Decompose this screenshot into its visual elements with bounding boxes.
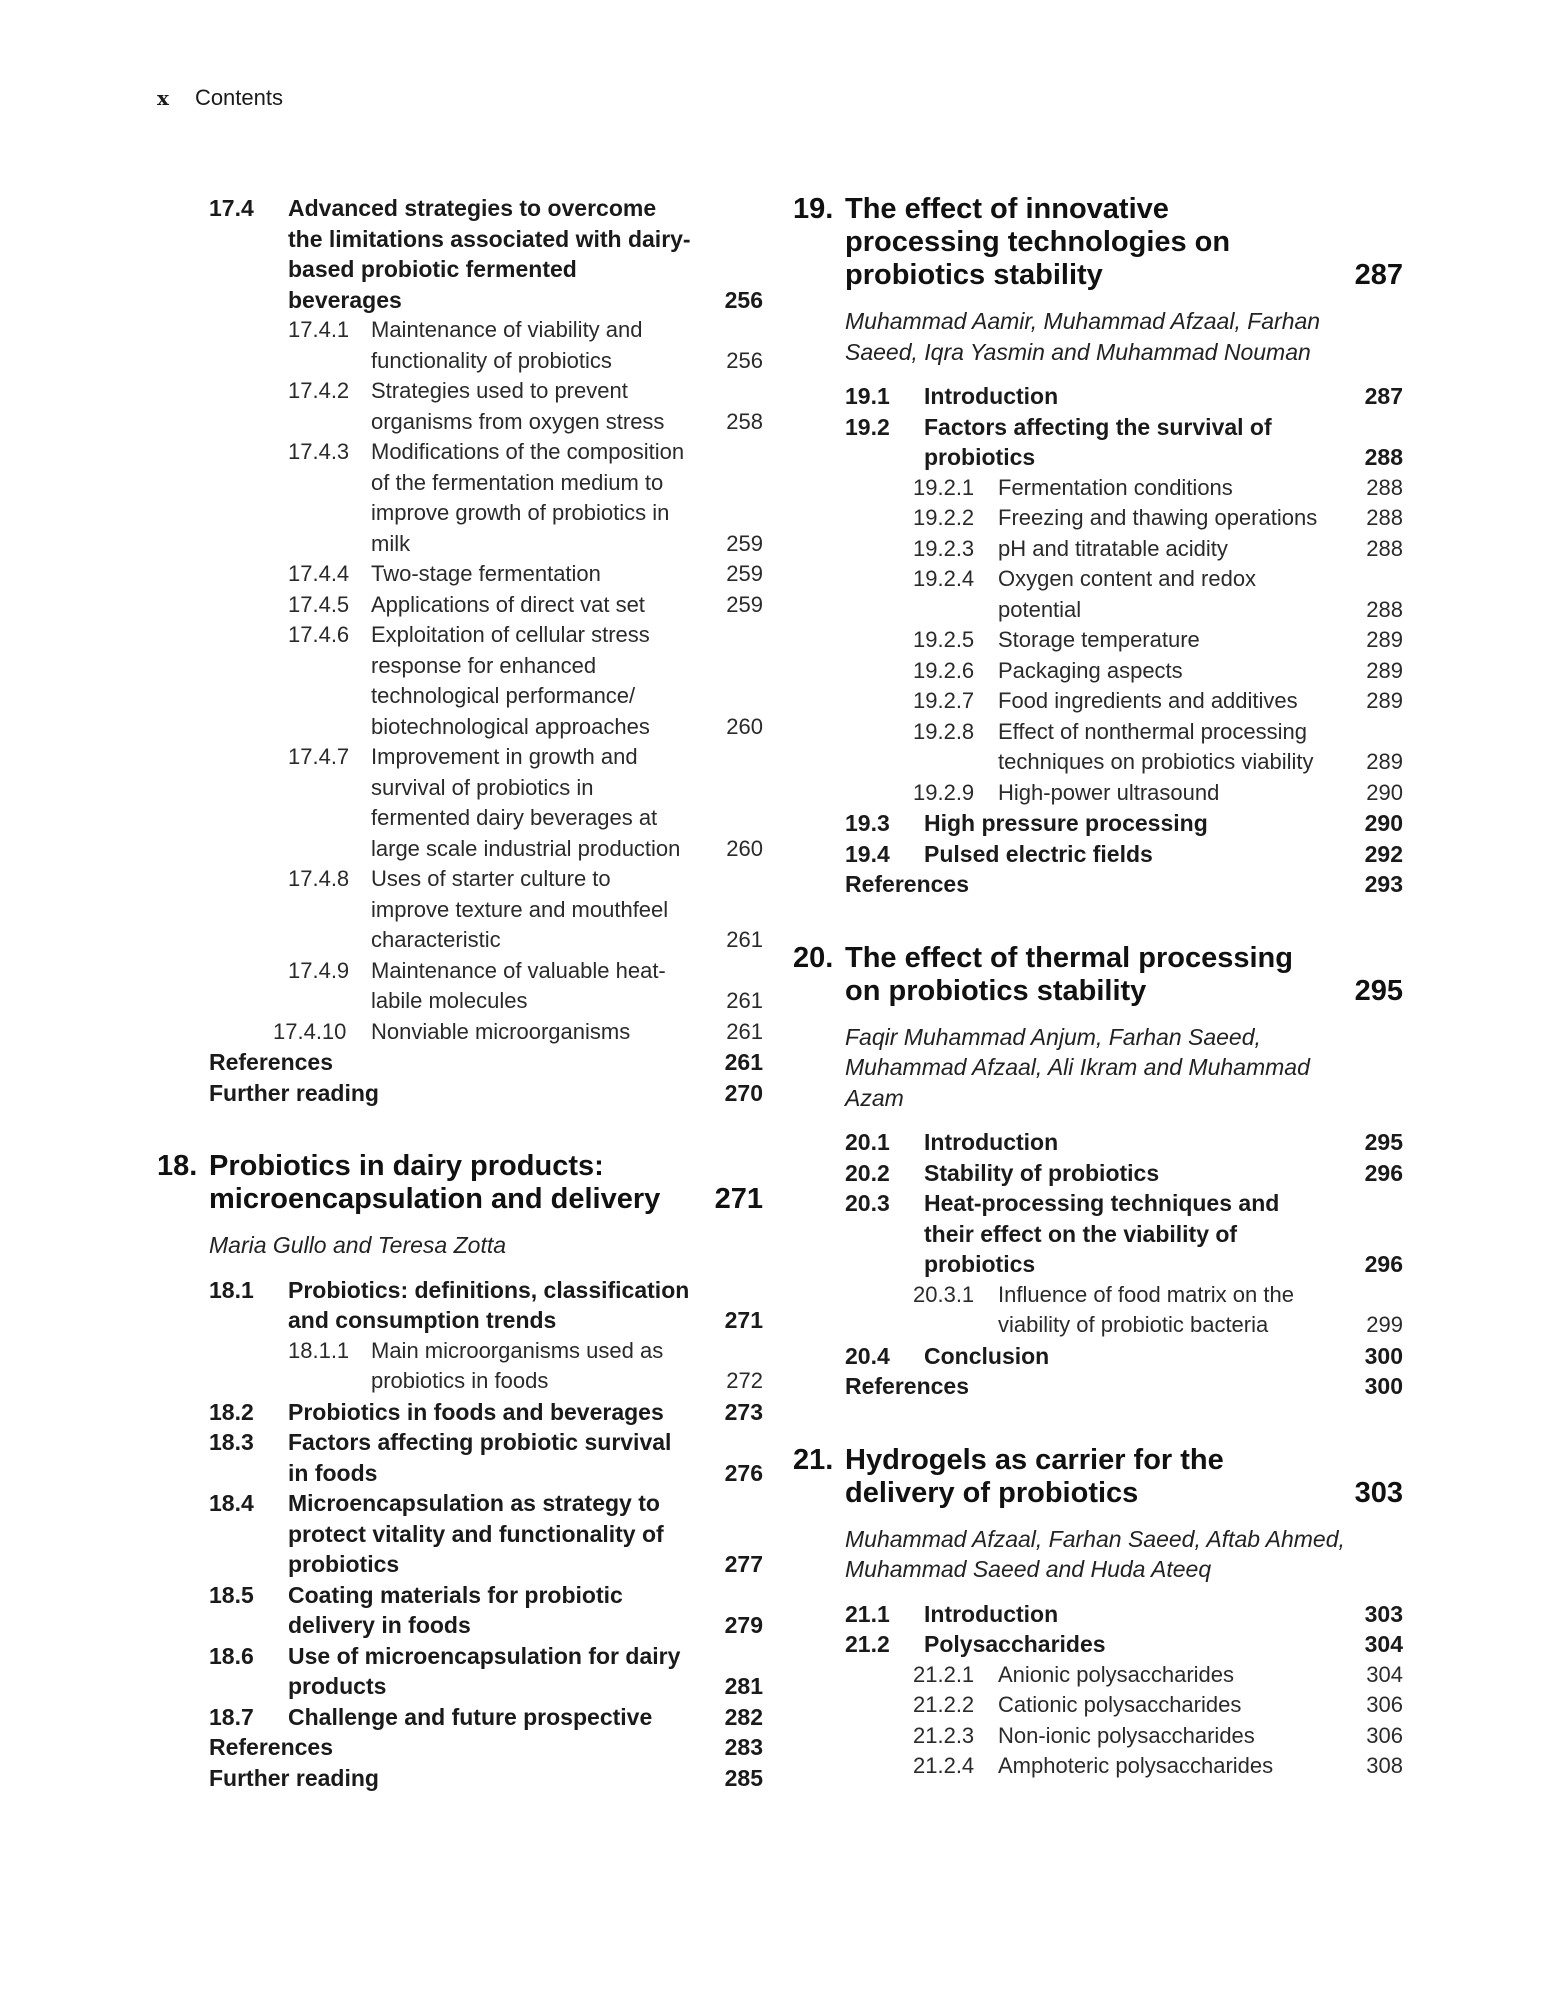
- entry-number: 18.3: [209, 1429, 254, 1455]
- entry-page-number: 281: [724, 1673, 763, 1699]
- entry-page-number: 306: [1366, 1692, 1403, 1717]
- entry-title: Freezing and thawing operations: [998, 505, 1318, 530]
- author-spacer: [793, 1585, 1403, 1599]
- toc-section-entry: [157, 1702, 763, 1733]
- entry-title: Exploitation of cellular stress response for enhanced technological performance/ biotechnological approaches: [371, 622, 650, 739]
- entry-number: 17.4.8: [288, 866, 350, 891]
- entry-number: 18.4: [209, 1490, 254, 1516]
- entry-title: The effect of innovative processing technologies on probiotics stability: [845, 193, 1231, 291]
- entry-title: Effect of nonthermal processing techniques on probiotics viability: [998, 718, 1314, 774]
- toc-section-entry: [157, 1397, 763, 1428]
- entry-title: Muhammad Aamir, Muhammad Afzaal, Farhan Saeed, Iqra Yasmin and Muhammad Nouman: [845, 308, 1321, 365]
- entry-number: 17.4.6: [288, 622, 350, 647]
- entry-title: Applications of direct vat set: [371, 591, 645, 617]
- entry-page-number: 300: [1364, 1373, 1403, 1399]
- entry-title: Modifications of the composition of the fermentation medium to improve growth of probiotics in milk: [371, 439, 685, 556]
- chapter-authors: [793, 306, 1403, 367]
- toc-section-entry: [793, 1629, 1403, 1660]
- toc-subsection-entry: [793, 473, 1403, 504]
- entry-number: 19.3: [845, 810, 890, 836]
- toc-subsection-entry: [793, 1660, 1403, 1691]
- entry-page-number: 289: [1366, 657, 1403, 683]
- toc-subsection-entry: [157, 956, 763, 1017]
- entry-number: 18.1.1: [288, 1337, 350, 1363]
- chapter-heading: [793, 942, 1403, 1008]
- entry-title: The effect of thermal processing on probiotics stability: [845, 941, 1293, 1007]
- entry-number: 19.2.4: [913, 566, 975, 591]
- entry-title: Packaging aspects: [998, 657, 1183, 683]
- entry-page-number: 259: [726, 561, 763, 586]
- entry-number: 17.4.3: [288, 439, 350, 464]
- entry-number: 17.4.10: [273, 1018, 347, 1044]
- entry-page-number: 288: [1364, 444, 1403, 470]
- toc-subsection-entry: [793, 625, 1403, 656]
- toc-backmatter-entry: [793, 869, 1403, 900]
- entry-page-number: 304: [1366, 1661, 1403, 1687]
- entry-number: 18.: [157, 1150, 198, 1182]
- toc-subsection-entry: [793, 1280, 1403, 1341]
- entry-number: 17.4: [209, 195, 254, 221]
- entry-page-number: 279: [724, 1612, 763, 1638]
- entry-number: 19.2.1: [913, 474, 975, 500]
- toc-backmatter-entry: [793, 1371, 1403, 1402]
- entry-title: References: [845, 871, 970, 897]
- entry-number: 21.2: [845, 1631, 890, 1657]
- entry-title: Anionic polysaccharides: [998, 1661, 1235, 1687]
- entry-number: 20.3.1: [913, 1281, 975, 1307]
- entry-page-number: 308: [1366, 1753, 1403, 1778]
- entry-number: 19.2: [845, 413, 890, 440]
- entry-title: Factors affecting probiotic survival in foods: [288, 1429, 672, 1486]
- entry-page-number: 293: [1364, 871, 1403, 897]
- toc-subsection-entry: [157, 1017, 763, 1048]
- entry-title: Probiotics in foods and beverages: [288, 1398, 664, 1425]
- toc-subsection-entry: [157, 559, 763, 590]
- entry-title: Maria Gullo and Teresa Zotta: [209, 1232, 507, 1258]
- entry-title: Two-stage fermentation: [371, 561, 601, 586]
- chapter-spacer: [793, 900, 1403, 942]
- entry-title: Advanced strategies to overcome the limitations associated with dairy-based probiotic fermented beverages: [288, 195, 691, 313]
- entry-title: Maintenance of viability and functionality of probiotics: [371, 317, 643, 373]
- entry-page-number: 258: [726, 408, 763, 434]
- author-spacer: [793, 1113, 1403, 1127]
- entry-title: Introduction: [924, 1129, 1059, 1155]
- entry-number: 21.2.3: [913, 1722, 975, 1748]
- entry-title: Coating materials for probiotic delivery in foods: [288, 1581, 623, 1638]
- entry-page-number: 259: [726, 591, 763, 617]
- entry-page-number: 300: [1364, 1342, 1403, 1369]
- entry-number: 18.1: [209, 1276, 254, 1303]
- entry-page-number: 288: [1366, 474, 1403, 500]
- entry-number: 19.: [793, 193, 834, 225]
- entry-title: pH and titratable acidity: [998, 535, 1228, 561]
- toc-subsection-entry: [157, 742, 763, 864]
- toc-left-column: [157, 193, 763, 1793]
- entry-title: High-power ultrasound: [998, 779, 1220, 805]
- entry-title: Muhammad Afzaal, Farhan Saeed, Aftab Ahmed, Muhammad Saeed and Huda Ateeq: [845, 1525, 1345, 1582]
- entry-title: Strategies used to prevent organisms from oxygen stress: [371, 378, 665, 434]
- entry-number: 17.4.4: [288, 561, 350, 586]
- entry-page-number: 271: [714, 1183, 763, 1215]
- entry-number: 17.4.9: [288, 957, 350, 983]
- entry-page-number: 270: [724, 1079, 763, 1106]
- toc-section-entry: [793, 1127, 1403, 1158]
- entry-number: 17.4.7: [288, 744, 350, 769]
- entry-number: 20.: [793, 941, 834, 974]
- toc-subsection-entry: [793, 564, 1403, 625]
- entry-page-number: 295: [1364, 1129, 1403, 1155]
- entry-title: Heat-processing techniques and their effect on the viability of probiotics: [924, 1190, 1280, 1277]
- entry-page-number: 261: [726, 927, 763, 952]
- toc-section-entry: [157, 1427, 763, 1488]
- entry-page-number: 287: [1364, 383, 1403, 409]
- entry-number: 19.2.9: [913, 779, 975, 805]
- entry-page-number: 273: [724, 1398, 763, 1425]
- entry-page-number: 303: [1354, 1476, 1403, 1509]
- chapter-heading: [157, 1150, 763, 1216]
- heading-spacer: [793, 1008, 1403, 1022]
- entry-title: Factors affecting the survival of probiotics: [924, 413, 1272, 470]
- toc-subsection-entry: [793, 1751, 1403, 1782]
- toc-section-entry: [157, 1580, 763, 1641]
- entry-page-number: 260: [726, 835, 763, 861]
- toc-section-entry: [157, 193, 763, 315]
- entry-number: 21.2.2: [913, 1692, 975, 1717]
- entry-number: 18.2: [209, 1398, 254, 1425]
- entry-title: Conclusion: [924, 1342, 1050, 1369]
- toc-subsection-entry: [157, 437, 763, 559]
- entry-page-number: 261: [724, 1049, 763, 1075]
- heading-spacer: [793, 1510, 1403, 1524]
- toc-subsection-entry: [793, 1721, 1403, 1752]
- entry-number: 19.2.8: [913, 718, 975, 744]
- entry-title: References: [209, 1734, 334, 1760]
- entry-page-number: 295: [1354, 974, 1403, 1007]
- entry-number: 17.4.5: [288, 591, 350, 617]
- entry-title: Faqir Muhammad Anjum, Farhan Saeed, Muhammad Afzaal, Ali Ikram and Muhammad Azam: [845, 1023, 1310, 1111]
- author-spacer: [157, 1261, 763, 1275]
- entry-page-number: 289: [1366, 627, 1403, 652]
- entry-title: Non-ionic polysaccharides: [998, 1722, 1255, 1748]
- entry-title: High pressure processing: [924, 810, 1208, 836]
- entry-page-number: 260: [726, 713, 763, 739]
- entry-title: Use of microencapsulation for dairy products: [288, 1642, 681, 1699]
- chapter-heading: [793, 1444, 1403, 1510]
- entry-number: 19.1: [845, 383, 890, 409]
- entry-title: Probiotics in dairy products: microencapsulation and delivery: [209, 1150, 661, 1215]
- entry-title: Uses of starter culture to improve texture and mouthfeel characteristic: [371, 866, 669, 952]
- entry-page-number: 296: [1364, 1251, 1403, 1277]
- entry-page-number: 292: [1364, 840, 1403, 867]
- entry-page-number: 272: [726, 1368, 763, 1393]
- entry-number: 21.2.1: [913, 1661, 975, 1687]
- toc-subsection-entry: [157, 590, 763, 621]
- chapter-authors: [157, 1230, 763, 1261]
- toc-section-entry: [793, 1158, 1403, 1189]
- entry-title: Introduction: [924, 1600, 1059, 1627]
- entry-page-number: 306: [1366, 1722, 1403, 1748]
- entry-title: Introduction: [924, 383, 1059, 409]
- entry-title: Stability of probiotics: [924, 1159, 1160, 1186]
- toc-subsection-entry: [793, 503, 1403, 534]
- entry-page-number: 282: [724, 1703, 763, 1730]
- entry-number: 21.1: [845, 1600, 890, 1627]
- entry-title: Nonviable microorganisms: [371, 1018, 631, 1044]
- toc-subsection-entry: [793, 534, 1403, 565]
- toc-section-entry: [793, 1188, 1403, 1280]
- entry-page-number: 256: [724, 286, 763, 313]
- toc-backmatter-entry: [157, 1732, 763, 1763]
- entry-title: Cationic polysaccharides: [998, 1692, 1242, 1717]
- toc-subsection-entry: [793, 717, 1403, 778]
- toc-section-entry: [793, 381, 1403, 412]
- entry-number: 19.2.7: [913, 688, 975, 713]
- chapter-heading: [793, 193, 1403, 292]
- entry-title: Food ingredients and additives: [998, 688, 1298, 713]
- toc-subsection-entry: [793, 656, 1403, 687]
- entry-title: Microencapsulation as strategy to protect vitality and functionality of probiotics: [288, 1490, 664, 1577]
- entry-page-number: 259: [726, 530, 763, 556]
- entry-title: Improvement in growth and survival of probiotics in fermented dairy beverages at large scale industrial production: [371, 744, 681, 861]
- entry-title: Amphoteric polysaccharides: [998, 1753, 1274, 1778]
- toc-section-entry: [793, 839, 1403, 870]
- entry-number: 19.2.3: [913, 535, 975, 561]
- toc-section-entry: [157, 1275, 763, 1336]
- toc-subsection-entry: [157, 1336, 763, 1397]
- toc-subsection-entry: [157, 315, 763, 376]
- entry-number: 19.2.6: [913, 657, 975, 683]
- entry-number: 19.2.2: [913, 505, 975, 530]
- entry-title: Fermentation conditions: [998, 474, 1233, 500]
- toc-subsection-entry: [157, 376, 763, 437]
- toc-section-entry: [157, 1641, 763, 1702]
- running-header: [157, 85, 283, 111]
- toc-subsection-entry: [793, 778, 1403, 809]
- heading-spacer: [793, 292, 1403, 306]
- entry-page-number: 256: [726, 347, 763, 373]
- toc-section-entry: [793, 1341, 1403, 1372]
- entry-number: 20.1: [845, 1129, 890, 1155]
- entry-page-number: 289: [1366, 688, 1403, 713]
- entry-number: 19.2.5: [913, 627, 975, 652]
- entry-number: 18.5: [209, 1581, 254, 1608]
- entry-number: 20.3: [845, 1190, 890, 1216]
- toc-backmatter-entry: [157, 1047, 763, 1078]
- entry-number: 17.4.1: [288, 317, 350, 342]
- toc-subsection-entry: [157, 620, 763, 742]
- entry-number: 18.7: [209, 1703, 254, 1730]
- entry-page-number: 261: [726, 1018, 763, 1044]
- entry-number: 20.2: [845, 1159, 890, 1186]
- page-number: x: [157, 86, 169, 110]
- toc-section-entry: [793, 808, 1403, 839]
- entry-page-number: 283: [724, 1734, 763, 1760]
- entry-title: Hydrogels as carrier for the delivery of probiotics: [845, 1443, 1224, 1509]
- chapter-spacer: [793, 1402, 1403, 1444]
- entry-page-number: 290: [1366, 779, 1403, 805]
- toc-section-entry: [793, 1599, 1403, 1630]
- entry-number: 21.2.4: [913, 1753, 975, 1778]
- entry-page-number: 271: [724, 1307, 763, 1333]
- entry-title: References: [845, 1373, 970, 1399]
- entry-page-number: 296: [1364, 1159, 1403, 1186]
- entry-title: Pulsed electric fields: [924, 840, 1153, 867]
- entry-title: Main microorganisms used as probiotics in foods: [371, 1337, 664, 1393]
- entry-number: 19.4: [845, 840, 890, 867]
- entry-title: References: [209, 1049, 334, 1075]
- entry-title: Further reading: [209, 1764, 379, 1791]
- entry-page-number: 303: [1364, 1600, 1403, 1627]
- entry-title: Challenge and future prospective: [288, 1703, 653, 1730]
- toc-backmatter-entry: [157, 1078, 763, 1109]
- chapter-authors: [793, 1022, 1403, 1114]
- entry-number: 17.4.2: [288, 378, 350, 403]
- entry-page-number: 261: [726, 988, 763, 1013]
- toc-section-entry: [157, 1488, 763, 1580]
- entry-title: Polysaccharides: [924, 1631, 1106, 1657]
- entry-number: 20.4: [845, 1342, 890, 1369]
- toc-backmatter-entry: [157, 1763, 763, 1794]
- toc-subsection-entry: [157, 864, 763, 956]
- entry-page-number: 285: [724, 1764, 763, 1791]
- entry-page-number: 299: [1366, 1312, 1403, 1337]
- toc-subsection-entry: [793, 1690, 1403, 1721]
- entry-number: 18.6: [209, 1642, 254, 1669]
- entry-page-number: 276: [724, 1459, 763, 1486]
- entry-page-number: 288: [1366, 505, 1403, 530]
- entry-page-number: 288: [1366, 535, 1403, 561]
- entry-title: Probiotics: definitions, classification and consumption trends: [288, 1276, 690, 1333]
- chapter-spacer: [157, 1108, 763, 1150]
- entry-page-number: 289: [1366, 749, 1403, 774]
- entry-title: Influence of food matrix on the viability of probiotic bacteria: [998, 1281, 1294, 1337]
- toc-subsection-entry: [793, 686, 1403, 717]
- entry-page-number: 304: [1364, 1631, 1403, 1657]
- entry-page-number: 277: [724, 1551, 763, 1577]
- entry-number: 21.: [793, 1443, 834, 1476]
- entry-title: Further reading: [209, 1079, 379, 1106]
- entry-page-number: 290: [1364, 810, 1403, 836]
- entry-page-number: 287: [1354, 259, 1403, 291]
- entry-title: Storage temperature: [998, 627, 1200, 652]
- running-title: Contents: [194, 85, 283, 110]
- toc-right-column: [793, 193, 1403, 1782]
- heading-spacer: [157, 1216, 763, 1230]
- entry-title: Maintenance of valuable heat-labile molecules: [371, 957, 666, 1013]
- toc-section-entry: [793, 412, 1403, 473]
- chapter-authors: [793, 1524, 1403, 1585]
- author-spacer: [793, 367, 1403, 381]
- entry-page-number: 288: [1366, 596, 1403, 622]
- entry-title: Oxygen content and redox potential: [998, 566, 1257, 622]
